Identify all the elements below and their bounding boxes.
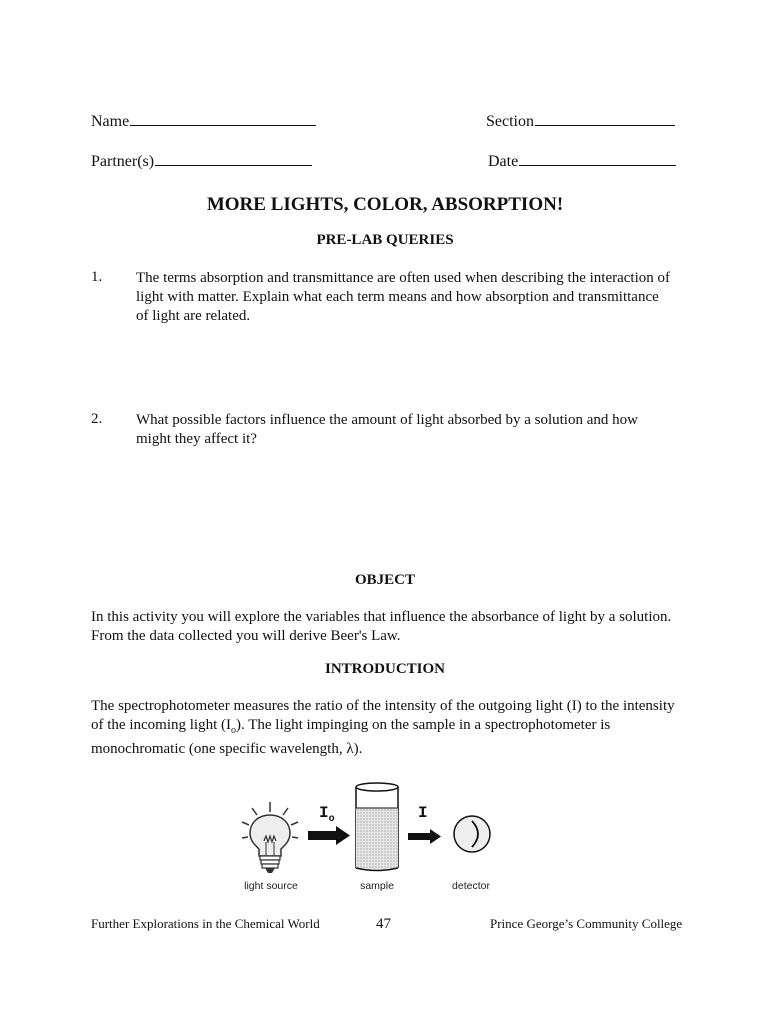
object-heading: OBJECT [354,572,415,588]
intro-line-1: The spectrophotometer measures the ratio of the intensity of the outgoing light (I) to the intensity [91,698,675,714]
spectrophotometer-diagram [228,776,518,898]
name-label: Name [91,113,130,130]
intro-line-2: of the incoming light $(I_o)$. The light impinging on the sample in a spectrophotometer is [91,717,611,736]
outgoing-arrow-icon [408,829,441,844]
incoming-intensity-label: $I_o$ [319,804,335,826]
page-number: 47 [376,916,391,932]
question-1-line: The terms absorption and transmittance are often used when describing the interaction of [136,270,670,286]
name-blank[interactable] [130,111,316,126]
partner-field[interactable] [91,151,312,171]
name-field[interactable] [91,111,316,131]
partner-label: Partner(s) [91,153,155,170]
introduction-heading: INTRODUCTION [324,661,445,677]
outgoing-intensity-label: I [418,804,428,822]
section-field[interactable] [486,111,675,131]
detector-label: detector [452,880,490,892]
question-2-line: might they affect it? [136,431,257,447]
question-1-text [136,269,696,326]
footer-right: Prince George’s Community College [490,916,683,931]
section-blank[interactable] [535,111,675,126]
sample-cuvette-icon [356,783,398,871]
footer-left: Further Explorations in the Chemical World [91,916,320,931]
question-2-number: 2. [91,411,103,427]
question-1-number: 1. [91,269,103,285]
section-label: Section [486,113,534,130]
question-2-text [136,411,696,449]
object-paragraph [91,608,691,646]
date-blank[interactable] [519,151,676,166]
light-source-label: light source [244,880,298,892]
introduction-paragraph [91,697,691,759]
light-bulb-icon [242,802,298,873]
incoming-arrow-icon [308,826,350,845]
question-2-line: What possible factors influence the amount of light absorbed by a solution and how [136,412,638,428]
date-field[interactable] [488,151,676,171]
sample-label: sample [360,880,394,892]
detector-icon [454,816,490,852]
date-label: Date [488,153,519,170]
prelab-heading: PRE-LAB QUERIES [316,232,454,248]
partner-blank[interactable] [155,151,312,166]
question-1-line: of light are related. [136,308,251,324]
object-line: From the data collected you will derive Beer's Law. [91,628,401,644]
question-1-line: light with matter. Explain what each term means and how absorption and transmittance [136,289,659,305]
object-line: In this activity you will explore the variables that influence the absorbance of light by a solution. [91,609,672,625]
intro-line-3: monochromatic (one specific wavelength, λ). [91,741,363,757]
page-title: MORE LIGHTS, COLOR, ABSORPTION! [206,194,564,215]
